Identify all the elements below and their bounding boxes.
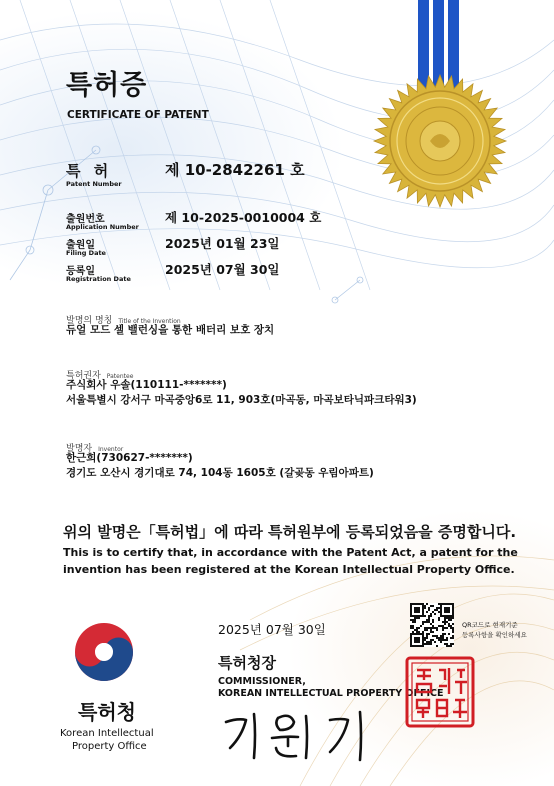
registration-date-value: 2025년 07월 30일 (165, 262, 280, 277)
filing-date-value: 2025년 01월 23일 (165, 236, 280, 251)
commissioner-title-en-line2: KOREAN INTELLECTUAL PROPERTY OFFICE (218, 688, 444, 699)
kipo-logo-icon (72, 620, 136, 684)
certification-statement-en-line1: This is to certify that, in accordance with the Patent Act, a patent for the (63, 546, 518, 559)
patentee-address: 서울특별시 강서구 마곡중앙6로 11, 903호(마곡동, 마곡보타닉파크타워3) (66, 394, 417, 406)
patent-number-value: 제 10-2842261 호 (165, 161, 305, 179)
qr-note-line2: 등록사항을 확인하세요 (462, 631, 527, 639)
inventor-address: 경기도 오산시 경기대로 74, 104동 1605호 (갈곶동 우림아파트) (66, 467, 374, 479)
patent-number-label-ko: 특 허 (66, 162, 113, 180)
official-stamp-icon (405, 656, 475, 728)
patentee-label-en: Patentee (106, 373, 134, 380)
filing-date-label-ko: 출원일 (66, 240, 95, 251)
inventor-name: 한근희(730627-*******) (66, 452, 193, 464)
qr-note-line1: QR코드로 현재기준 (462, 621, 518, 629)
gold-seal-icon (372, 73, 508, 209)
filing-date-label-en: Filing Date (66, 249, 106, 257)
registration-date-label-ko: 등록일 (66, 266, 95, 277)
inventor-label-ko: 발명자 (66, 444, 93, 454)
patentee-name: 주식회사 우솔(110111-*******) (66, 379, 227, 391)
certification-statement-ko: 위의 발명은「특허법」에 따라 특허원부에 등록되었음을 증명합니다. (63, 523, 517, 541)
patentee-label-ko: 특허권자 (66, 371, 101, 381)
certification-statement-en-line2: invention has been registered at the Korean Intellectual Property Office. (63, 563, 515, 576)
patent-number-label-en: Patent Number (66, 180, 122, 188)
application-number-value: 제 10-2025-0010004 호 (165, 210, 322, 225)
inventor-label-en: Inventor (98, 446, 124, 453)
invention-label-en: Title of the Invention (118, 318, 181, 325)
commissioner-title-en-line1: COMMISSIONER, (218, 676, 306, 687)
issue-date: 2025년 07월 30일 (218, 622, 326, 637)
certificate-title-ko: 특허증 (66, 70, 148, 101)
kipo-name-en-line1: Korean Intellectual (60, 728, 154, 739)
commissioner-title-ko: 특허청장 (218, 654, 276, 672)
qr-code-icon[interactable] (410, 603, 454, 647)
certificate-title-en: CERTIFICATE OF PATENT (67, 109, 209, 121)
invention-title: 듀얼 모드 셀 밸런싱을 통한 배터리 보호 장치 (66, 324, 275, 336)
invention-label-ko: 발명의 명칭 (66, 316, 113, 326)
kipo-name-en-line2: Property Office (72, 741, 147, 752)
registration-date-label-en: Registration Date (66, 275, 131, 283)
kipo-name-ko: 특허청 (78, 700, 136, 724)
application-number-label-en: Application Number (66, 223, 139, 231)
application-number-label-ko: 출원번호 (66, 214, 105, 225)
commissioner-signature (220, 708, 370, 764)
